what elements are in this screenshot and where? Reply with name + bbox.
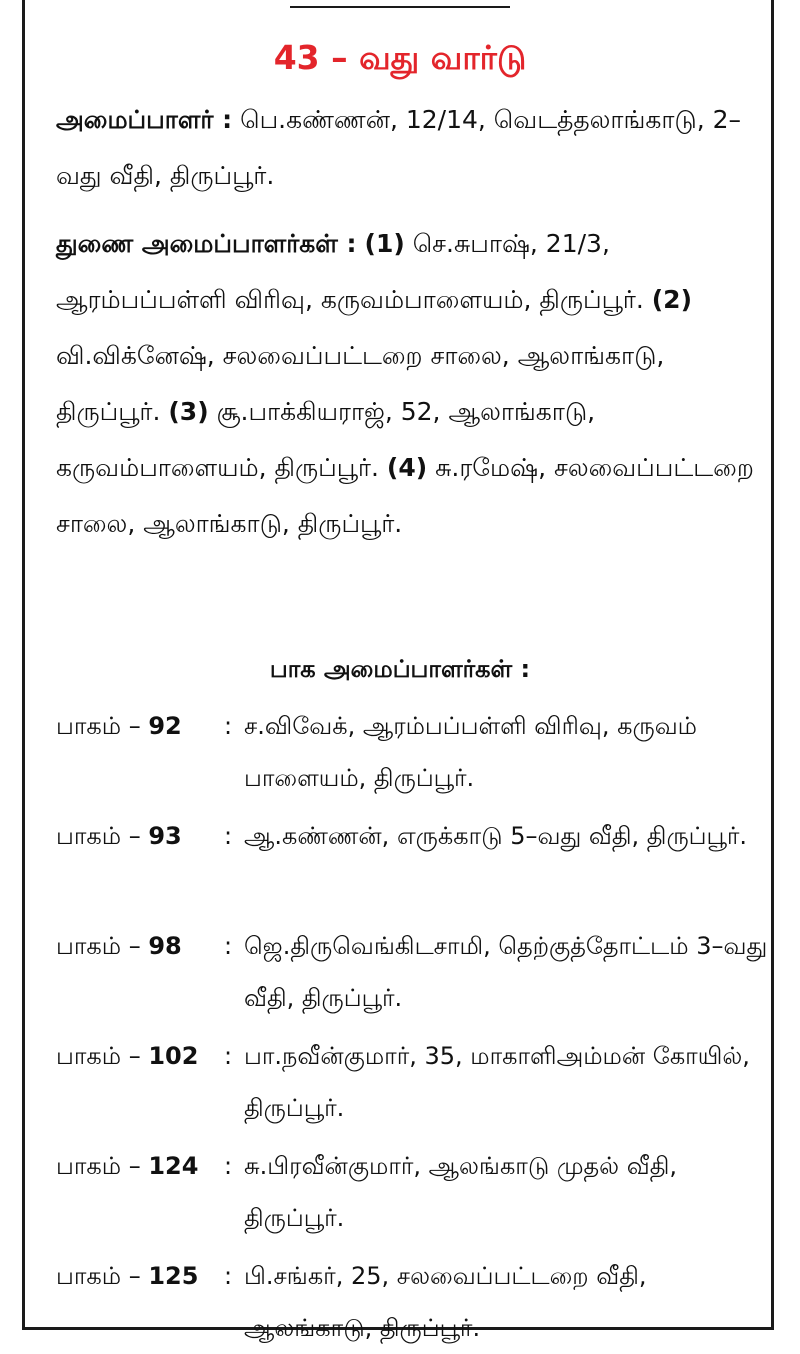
booth-prefix: பாகம் –: [56, 1042, 141, 1070]
ward-title: 43 – வது வார்டு: [273, 38, 527, 77]
deputy-organizers-paragraph: [56, 216, 756, 552]
booth-text: ச.விவேக், ஆரம்பப்பள்ளி விரிவு, கருவம் பாளையம், திருப்பூர்.: [244, 712, 697, 792]
booth-colon: :: [224, 1042, 233, 1070]
deputy-text: செ.சுபாஷ், 21/3, ஆரம்பப்பள்ளி விரிவு, கருவம்பாளையம், திருப்பூர்.: [56, 229, 644, 314]
deputy-num: (1): [364, 229, 405, 258]
booth-label: [56, 810, 182, 862]
booth-text: சு.பிரவீன்குமார், ஆலங்காடு முதல் வீதி, திருப்பூர்.: [244, 1152, 677, 1232]
booth-organizers-heading: பாக அமைப்பாளர்கள் :: [269, 655, 531, 683]
deputy-text: சு.ரமேஷ், சலவைப்பட்டறை சாலை, ஆலாங்காடு, திருப்பூர்.: [56, 453, 754, 538]
booth-colon: :: [224, 712, 233, 740]
booth-number: 93: [148, 822, 182, 850]
booth-number: 124: [148, 1152, 199, 1180]
deputy-num: (4): [386, 453, 428, 482]
booth-label: [56, 700, 182, 752]
booth-text: ஜெ.திருவெங்கிடசாமி, தெற்குத்தோட்டம் 3–வது வீதி, திருப்பூர்.: [244, 932, 768, 1012]
booth-label: [56, 1140, 198, 1192]
deputy-num: (2): [651, 285, 692, 314]
booth-number: 92: [148, 712, 182, 740]
booth-colon: :: [224, 822, 233, 850]
booth-number: 98: [148, 932, 182, 960]
booth-prefix: பாகம் –: [56, 1152, 141, 1180]
deputy-text: வி.விக்னேஷ், சலவைப்பட்டறை சாலை, ஆலாங்காடு, திருப்பூர்.: [56, 341, 665, 426]
booth-prefix: பாகம் –: [56, 712, 141, 740]
booth-label: [56, 1030, 198, 1082]
deputy-label: துணை அமைப்பாளர்கள் :: [56, 229, 357, 258]
booth-label: [56, 920, 182, 972]
organizer-text: பெ.கண்ணன், 12/14, வெடத்தலாங்காடு, 2–வது வீதி, திருப்பூர்.: [56, 105, 742, 190]
deputy-text: சூ.பாக்கியராஜ், 52, ஆலாங்காடு, கருவம்பாளையம், திருப்பூர்.: [56, 397, 596, 482]
booth-number: 102: [148, 1042, 199, 1070]
booth-prefix: பாகம் –: [56, 822, 141, 850]
deputy-num: (3): [168, 397, 209, 426]
booth-number: 125: [148, 1262, 199, 1290]
booth-text: பி.சங்கர், 25, சலவைப்பட்டறை வீதி, ஆலங்காடு, திருப்பூர்.: [244, 1262, 647, 1342]
organizer-label: அமைப்பாளர் :: [56, 105, 233, 134]
booth-prefix: பாகம் –: [56, 932, 141, 960]
booth-label: [56, 1250, 198, 1302]
booth-prefix: பாகம் –: [56, 1262, 141, 1290]
organizer-paragraph: [56, 92, 756, 204]
booth-colon: :: [224, 1262, 233, 1290]
booth-colon: :: [224, 932, 233, 960]
booth-text: ஆ.கண்ணன், எருக்காடு 5–வது வீதி, திருப்பூர்.: [244, 822, 748, 850]
booth-text: பா.நவீன்குமார், 35, மாகாளிஅம்மன் கோயில், திருப்பூர்.: [244, 1042, 750, 1122]
booth-colon: :: [224, 1152, 233, 1180]
